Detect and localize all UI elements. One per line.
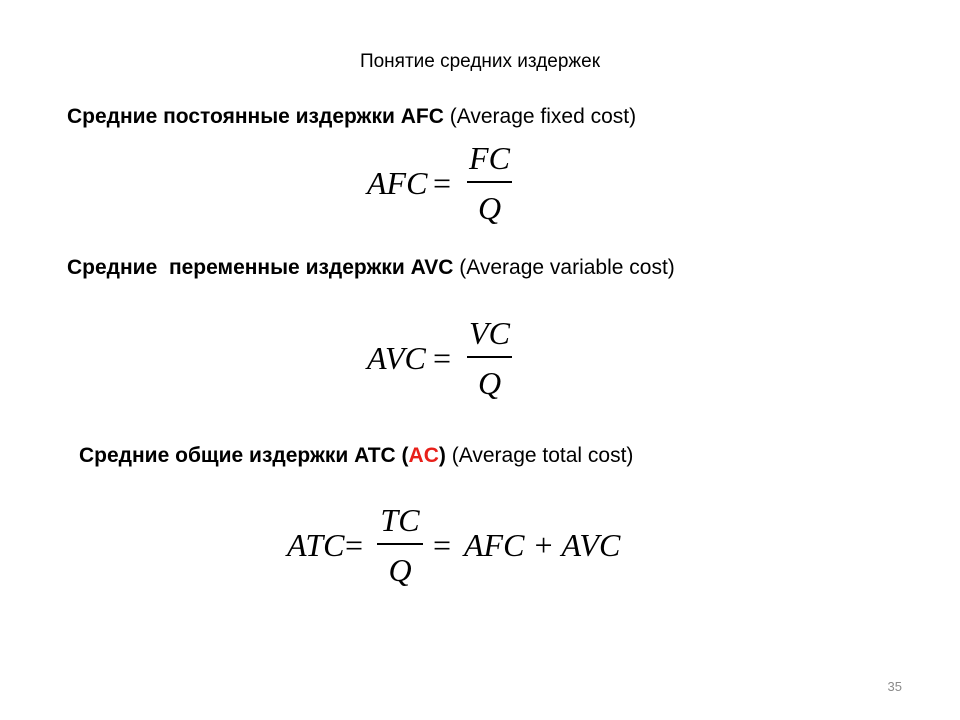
formula-lhs: AFC (367, 165, 428, 201)
formula-denominator: Q (477, 189, 502, 226)
formula-lhs: AVC (367, 340, 426, 376)
formula-denominator: Q (477, 364, 502, 401)
formula-fraction (467, 140, 512, 226)
formula-equals: = (433, 165, 452, 201)
definition-gloss: (Average fixed cost) (449, 105, 637, 128)
definition-term: Средние переменные издержки AVC (67, 256, 454, 279)
definition-term-accent: AC (408, 444, 439, 467)
definition-term: Средние общие издержки ATC ( (79, 444, 409, 467)
fraction-bar (377, 543, 423, 545)
definition-atc (79, 442, 633, 470)
fraction-bar (467, 181, 512, 183)
definition-afc (67, 103, 636, 131)
formula-fraction (377, 502, 423, 588)
formula-afc (367, 140, 527, 230)
formula-numerator: TC (380, 502, 420, 538)
formula-equals-second: = (433, 527, 452, 563)
slide-title: Понятие средних издержек (359, 51, 601, 72)
fraction-bar (467, 356, 512, 358)
definition-avc (67, 254, 675, 282)
definition-term: Средние постоянные издержки AFC (67, 105, 444, 128)
formula-equals: = (345, 527, 364, 563)
page-number: 35 (887, 679, 902, 694)
formula-atc (287, 502, 627, 592)
formula-denominator: Q (388, 551, 412, 588)
definition-gloss: (Average total cost) (451, 444, 634, 467)
formula-numerator: VC (469, 315, 510, 351)
formula-numerator: FC (469, 140, 510, 176)
definition-gloss: (Average variable cost) (459, 256, 675, 279)
definition-term-close: ) (438, 444, 446, 467)
formula-fraction (467, 315, 512, 401)
formula-rhs: AFC + AVC (464, 527, 621, 563)
formula-avc (367, 315, 527, 405)
formula-equals: = (433, 340, 452, 376)
formula-lhs: ATC (287, 527, 345, 563)
